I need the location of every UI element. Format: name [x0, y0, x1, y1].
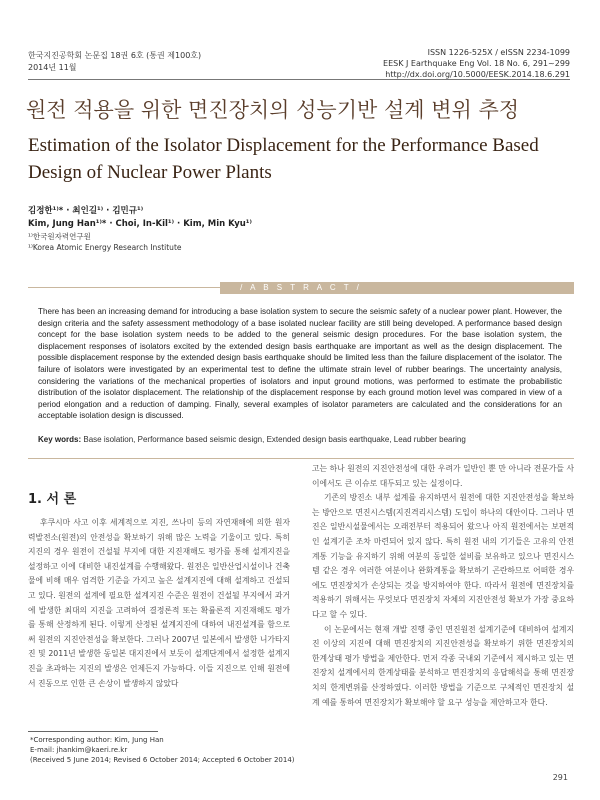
- body-column-left: [28, 516, 290, 691]
- journal-date-korean: 2014년 11월: [28, 63, 77, 72]
- received-dates: (Received 5 June 2014; Revised 6 October 2014; Accepted 6 October 2014): [30, 756, 295, 764]
- keywords: [38, 434, 562, 445]
- authors-block: [28, 205, 252, 253]
- author-email[interactable]: E-mail: jhankim@kaeri.re.kr: [30, 746, 128, 754]
- paper-title-english: Estimation of the Isolator Displacement for the Performance Based Design of Nuclear Power Plants: [28, 135, 539, 183]
- paper-title-korean: 원전 적용을 위한 면진장치의 성능기반 설계 변위 추정: [26, 98, 520, 122]
- abstract-text: There has been an increasing demand for introducing a base isolation system to secure the seismic safety of a nuclear power plant. However, the design criteria and the safety assessment methodology of a base isolated nuclear facility are still being developed. A performance based design concept for the base isolation system needs to be added to the general seismic design procedures. For the base isolation system, the displacement responses of isolators excited by the extended design basis earthquake are important as well as the design displacement. The possible displacement response by the extended design basis earthquake should be limited less than the failure displacement of the isolator. The failure of isolators were investigated by an experimental test to define the ultimate strain level of rubber bearings. The uncertainty analysis, considering the variations of the mechanical properties of isolators and input ground motions, was performed to estimate the probabilistic distribution of the isolator displacement. The relationship of the displacement response by each ground motion level was compared in view of a period elongation and a reduction of damping. Finally, several examples of isolator parameters are calculated and the considerations for an acceptable isolation design is discussed.: [38, 307, 562, 421]
- journal-name-korean: 한국지진공학회 논문집 18권 6호 (통권 제100호): [28, 51, 202, 60]
- authors-english: Kim, Jung Han¹⁾* · Choi, In-Kil¹⁾ · Kim, Min Kyu¹⁾: [28, 219, 252, 229]
- authors-korean: 김정한¹⁾* · 최인길¹⁾ · 김민규¹⁾: [28, 206, 144, 216]
- abstract-heading: [28, 282, 574, 294]
- issn: ISSN 1226-525X / eISSN 2234-1099: [427, 48, 570, 57]
- paragraph: 이 논문에서는 현재 개발 진행 중인 면진원전 설계기준에 대비하여 설계지진 이상의 지진에 대해 면진장치의 지진안전성을 확보하기 위한 면진장치의 한계상태 평가 방법을 제안한다. 먼저 각종 국내외 기준에서 제시하고 있는 면진장치 설계에서의 한계상태를 분석하고 면진장치의 응답해석을 통해 면진장치의 한계변위를 산정하였다. 이러한 방법을 기준으로 구체적인 면진장치 설계 예를 통하여 면진장치가 확보해야 할 요구 성능을 제안하고자 한다.: [312, 624, 574, 707]
- affiliation-english: ¹⁾Korea Atomic Energy Research Institute: [28, 243, 182, 252]
- keywords-label: Key words:: [38, 435, 82, 444]
- doi-link[interactable]: http://dx.doi.org/10.5000/EESK.2014.18.6.291: [385, 70, 570, 79]
- page-number: 291: [552, 773, 568, 782]
- header-divider: [28, 79, 570, 80]
- footnote-divider: [28, 731, 158, 732]
- footnote: [30, 735, 295, 765]
- paragraph: 기존의 방진소 내부 설계를 유지하면서 원전에 대한 지진안전성을 확보하는 방안으로 면진시스템(지진격리시스템) 도입이 하나의 대안이다. 그러나 면진은 일반시설물에서는 오래전부터 적용되어 왔으나 아직 원전에서는 보편적인 설계기준 조차 마련되어 있지 않다. 특히 원전 내의 기기들은 고유의 안전계통 기능을 유지하기 위해 여분의 동일한 설비를 보유하고 있으나 면진시스템 같은 경우 여러한 여분이나 완화계통을 확보하기 곤란하므로 어떠한 경우에도 면진장치가 손상되는 것을 방지하여야 한다. 따라서 원전에 면진장치를 적용하기 위해서는 무엇보다 면진장치 자체의 지진안전성 확보가 가장 중요하다고 할 수 있다.: [312, 493, 574, 619]
- affiliation-korean: ¹⁾한국원자력연구원: [28, 232, 91, 241]
- keywords-text: Base isolation, Performance based seismic design, Extended design basis earthquake, Lead rubber bearing: [83, 435, 466, 444]
- journal-header-korean: [28, 50, 201, 74]
- journal-citation: EESK J Earthquake Eng Vol. 18 No. 6, 291~299: [383, 59, 570, 68]
- paragraph: 고는 하나 원전의 지진안전성에 대한 우려가 일반인 뿐 만 아니라 전문가들 사이에서도 큰 이슈로 대두되고 있는 실정이다.: [312, 464, 574, 488]
- abstract-label: / A B S T R A C T /: [234, 283, 368, 292]
- journal-header-english: [383, 47, 570, 80]
- section-heading-introduction: 1. 서 론: [28, 492, 77, 507]
- body-column-right: [312, 462, 574, 710]
- corresponding-author: *Corresponding author: Kim, Jung Han: [30, 736, 164, 744]
- paragraph: 후쿠시마 사고 이후 세계적으로 지진, 쓰나미 등의 자연재해에 의한 원자력발전소(원전)의 안전성을 확보하기 위해 많은 노력을 기울이고 있다. 특히 지진의 경우 원전이 건설될 부지에 대한 지진재해도 평가를 통해 설계지진을 설정하고 이에 대비한 내진설계를 수행해왔다. 원전은 일반산업시설이나 건축물에 비해 매우 엄격한 기준을 가지고 높은 설계지진에 대해 설계하고 건설되고 있다. 원전의 설계에 필요한 설계지진 수준은 원전이 건설될 부지에서 과거에 발생한 최대의 지진을 고려하여 결정론적 또는 확률론적 지진재해도 평가를 통해 산정하게 된다. 이렇게 산정된 설계지진에 대하여 내진설계를 함으로써 원전의 지진안전성을 확보한다. 그러나 2007년 일본에서 발생한 니가타지진 및 2011년 발생한 동일본 대지진에서 보듯이 설계단계에서 설정한 설계지진을 초과하는 지진의 발생은 언제든지 가능하다. 이들 지진으로 인해 원전에서 진동으로 인한 큰 손상이 발생하지 않았다: [28, 518, 290, 688]
- abstract-divider-bottom: [28, 458, 574, 459]
